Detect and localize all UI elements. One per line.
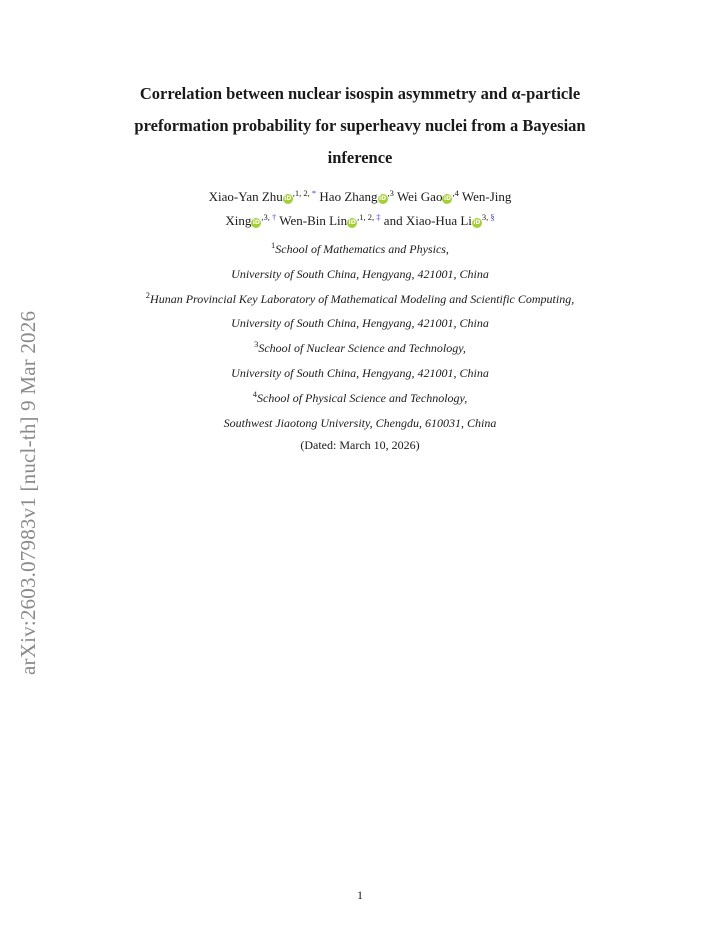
affiliation-line xyxy=(60,336,660,361)
affiliation-text: School of Physical Science and Technology, xyxy=(257,390,468,405)
orcid-icon[interactable]: iD xyxy=(379,195,387,202)
arxiv-identifier-stamp: arXiv:2603.07983v1 [nucl-th] 9 Mar 2026 xyxy=(16,310,40,675)
affiliation-line: University of South China, Hengyang, 421001, China xyxy=(231,266,489,281)
footnote-link[interactable]: § xyxy=(488,212,495,222)
affiliation-text: Hunan Provincial Key Laboratory of Mathematical Modeling and Scientific Computing, xyxy=(150,291,575,306)
author-line-1 xyxy=(80,185,640,209)
affiliation-number: 3 xyxy=(254,339,259,350)
paper-title xyxy=(80,78,640,174)
author-line-2 xyxy=(80,209,640,233)
affiliation-number: 2 xyxy=(145,289,151,300)
affiliation-line xyxy=(60,287,660,312)
affiliation-number: 1 xyxy=(271,240,276,250)
affiliation-text: School of Nuclear Science and Technology, xyxy=(258,341,466,356)
author-name-part: Wen-Jing xyxy=(461,189,512,204)
author-name: Hao Zhang xyxy=(319,189,378,204)
author-affiliation-marks: 3, xyxy=(481,212,489,222)
page-number: 1 xyxy=(357,888,363,902)
orcid-icon[interactable]: iD xyxy=(252,219,260,226)
orcid-icon[interactable]: iD xyxy=(473,219,481,226)
affiliation-line: University of South China, Hengyang, 421001, China xyxy=(231,316,489,331)
author-affiliation-marks: ,3, xyxy=(261,212,270,222)
affiliations xyxy=(60,237,660,435)
footnote-link[interactable]: * xyxy=(309,188,317,198)
title-line-2: preformation probability for superheavy nuclei from a Bayesian xyxy=(134,116,586,135)
author-affiliation-marks: ,4 xyxy=(452,188,459,198)
orcid-icon[interactable]: iD xyxy=(443,195,451,202)
affiliation-line xyxy=(60,386,660,411)
author-affiliation-marks: ,1, 2, xyxy=(357,212,375,222)
affiliation-line: University of South China, Hengyang, 421001, China xyxy=(231,365,489,380)
author-list xyxy=(80,185,640,233)
author-name: Wei Gao xyxy=(396,189,443,204)
conjunction: and xyxy=(383,213,403,228)
orcid-icon[interactable]: iD xyxy=(348,219,356,226)
author-name: Xiao-Hua Li xyxy=(405,213,472,228)
author-name-part: Xing xyxy=(225,213,252,228)
footnote-link[interactable]: † xyxy=(269,212,277,222)
orcid-icon[interactable]: iD xyxy=(284,195,292,202)
affiliation-text: School of Mathematics and Physics, xyxy=(275,242,449,256)
footnote-link[interactable]: ‡ xyxy=(374,212,381,222)
dated-line: (Dated: March 10, 2026) xyxy=(300,438,420,452)
author-affiliation-marks: ,1, 2, xyxy=(292,188,310,198)
author-name: Xiao-Yan Zhu xyxy=(208,189,283,204)
affiliation-line: Southwest Jiaotong University, Chengdu, 610031, China xyxy=(223,415,497,430)
affiliation-number: 4 xyxy=(252,388,258,399)
author-affiliation-marks: ,3 xyxy=(387,188,394,198)
title-line-1: Correlation between nuclear isospin asymmetry and α-particle xyxy=(139,84,581,103)
author-name: Wen-Bin Lin xyxy=(279,213,348,228)
affiliation-line xyxy=(60,237,660,262)
title-line-3: inference xyxy=(327,148,393,167)
